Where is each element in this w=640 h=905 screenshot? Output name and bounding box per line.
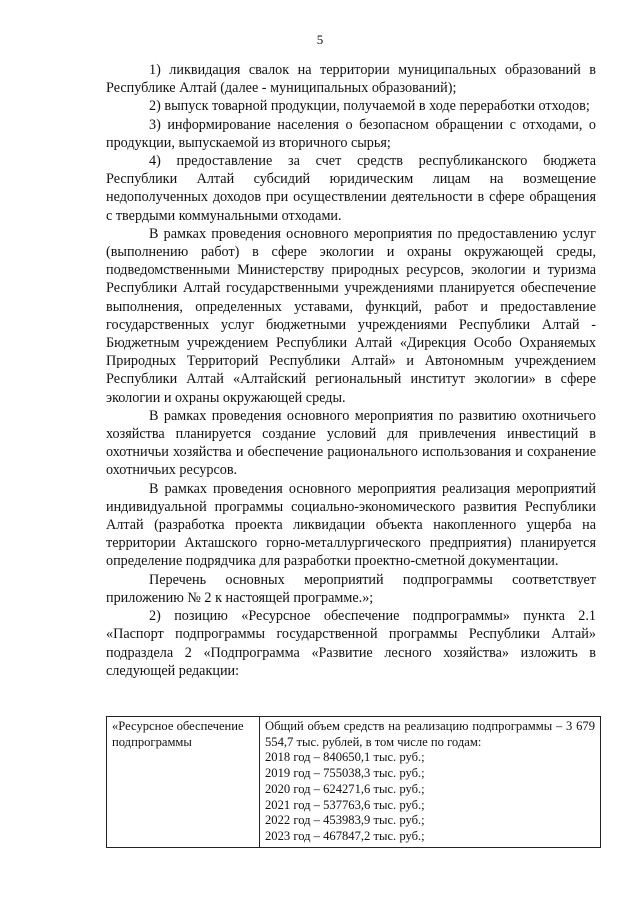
- paragraph-ecology-services: В рамках проведения основного мероприятия по предоставлению услуг (выполнению работ) в сфере экологии и охраны окружающей среды, подведомственными Министерству природных ресурсов, экологии и туризма Республики Алтай государственными учреждениями планируется обеспечение выполнения, определенных уставами, функций, работ и предоставление государственных услуг бюджетными учреждениями Республики Алтай - Бюджетным учреждением Республики Алтай «Дирекция Особо Охраняемых Природных Территорий Республики Алтай» и Автономным учреждением Республики Алтай «Алтайский региональный институт экологии» в сфере экологии и охраны окружающей среды.: [106, 225, 596, 406]
- funding-year-2019: 2019 год – 755038,3 тыс. руб.;: [265, 766, 425, 781]
- page-number: 5: [316, 32, 324, 47]
- body-text: [106, 61, 596, 680]
- funding-year-2021: 2021 год – 537763,6 тыс. руб.;: [265, 797, 425, 812]
- paragraph-aktash-project: В рамках проведения основного мероприятия реализация мероприятий индивидуальной программы социально-экономического развития Республики Алтай (разработка проекта ликвидации объекта накопленного ущерба на территории Акташского горно-металлургического предприятия) планируется определение подрядчика для разработки проектно-сметной документации.: [106, 480, 596, 570]
- funding-year-2018: 2018 год – 840650,1 тыс. руб.;: [265, 750, 425, 765]
- paragraph-item-3: 3) информирование населения о безопасном обращении с отходами, о продукции, выпускаемой из вторичного сырья;: [106, 116, 596, 151]
- paragraph-item-1: 1) ликвидация свалок на территории муниципальных образований в Республике Алтай (далее - муниципальных образований);: [106, 62, 596, 97]
- funding-year-2023: 2023 год – 467847,2 тыс. руб.;: [265, 828, 425, 843]
- funding-year-2020: 2020 год – 624271,6 тыс. руб.;: [265, 781, 425, 796]
- paragraph-item-2: 2) выпуск товарной продукции, получаемой в ходе переработки отходов;: [149, 98, 590, 115]
- resource-provision-table: [106, 716, 601, 848]
- paragraph-hunting: В рамках проведения основного мероприятия по развитию охотничьего хозяйства планируется создание условий для привлечения инвестиций в охотничьи хозяйства и обеспечение рационального использования и сохранение охотничьих ресурсов.: [106, 407, 596, 479]
- table-label-cell: «Ресурсное обеспечение подпрограммы: [107, 717, 260, 848]
- paragraph-item-4: 4) предоставление за счет средств республиканского бюджета Республики Алтай субсидий юридическим лицам на возмещение недополученных доходов при осуществлении деятельности в сфере обращения с твердыми коммунальными отходами.: [106, 153, 596, 224]
- funding-total-line: Общий объем средств на реализацию подпрограммы – 3 679 554,7 тыс. рублей, в том числе по годам:: [265, 719, 595, 749]
- table-row: [107, 717, 601, 848]
- paragraph-resource-provision: 2) позицию «Ресурсное обеспечение подпрограммы» пункта 2.1 «Паспорт подпрограммы государственной программы Республики Алтай» подраздела 2 «Подпрограмма «Развитие лесного хозяйства» изложить в следующей редакции:: [106, 608, 596, 679]
- paragraph-activities-list: Перечень основных мероприятий подпрограммы соответствует приложению № 2 к настоящей программе.»;: [106, 571, 596, 606]
- funding-year-2022: 2022 год – 453983,9 тыс. руб.;: [265, 813, 425, 828]
- table-value-cell: [260, 717, 601, 848]
